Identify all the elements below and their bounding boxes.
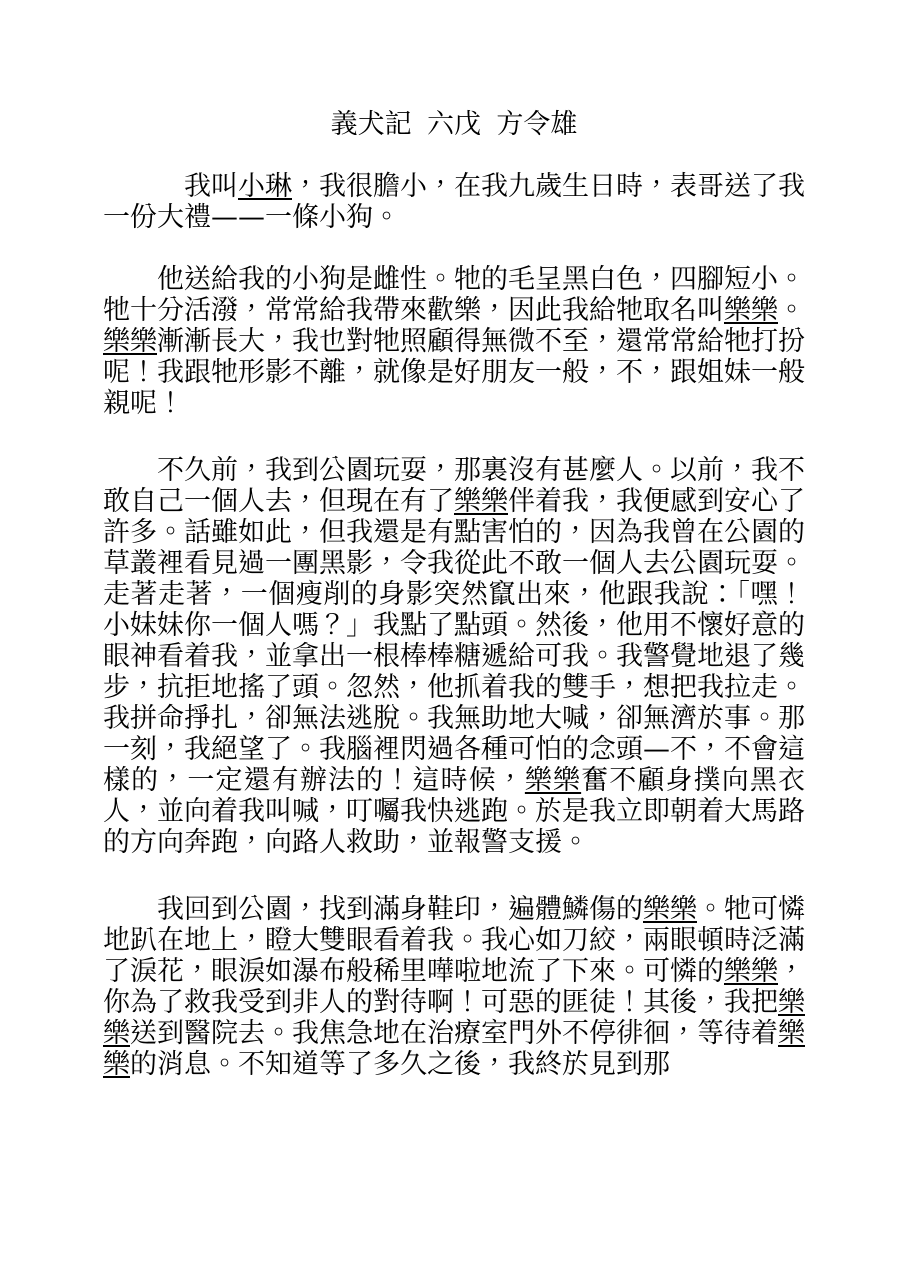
text-run: 。牠可憐地趴在地上，瞪大雙眼看着我。我心如刀絞，兩眼頓時泛滿了淚花，眼淚如瀑布般稀里嘩啦地流了下來。可憐的 [103,894,805,987]
paragraph [103,455,805,858]
text-run: 的消息。不知道等了多久之後，我終於見到那 [130,1049,670,1080]
underlined-name: 樂樂 [454,486,508,517]
paragraph [103,264,805,419]
text-run: 不久前，我到公園玩耍，那裏沒有甚麼人。以前，我不敢自己一個人去，但現在有了 [103,455,805,517]
document-body [103,171,805,1080]
underlined-name: 樂樂 [524,765,582,796]
underlined-name: 樂樂 [103,1018,805,1080]
text-run: 。 [778,295,805,326]
text-run: 他送給我的小狗是雌性。牠的毛呈黑白色，四腳短小。牠十分活潑，常常給我帶來歡樂，因此我給牠取名叫 [103,264,805,326]
paragraph [103,171,805,233]
underlined-name: 樂樂 [643,894,697,925]
underlined-name: 小琳 [238,171,292,202]
text-run: 我叫 [184,171,238,202]
text-run: ，我很膽小，在我九歲生日時，表哥送了我一份大禮——一條小狗。 [103,171,805,233]
text-run: 漸漸長大，我也對牠照顧得無微不至，還常常給牠打扮呢！我跟牠形影不離，就像是好朋友一般，不，跟姐妹一般親呢！ [103,326,805,419]
document-title: 義犬記 六戊 方令雄 [330,109,578,140]
paragraph [103,894,805,1080]
text-run: 伴着我，我便感到安心了許多。話雖如此，但我還是有點害怕的，因為我曾在公園的草叢裡看見過一團黑影，令我從此不敢一個人去公園玩耍。走著走著，一個瘦削的身影突然竄出來，他跟我說：「嘿！小妹妹你一個人嗎？」我點了點頭。然後，他用不懷好意的眼神看着我，並拿出一根棒棒糖遞給可我。我警覺地退了幾步，抗拒地搖了頭。忽然，他抓着我的雙手，想把我拉走。我拼命掙扎，卻無法逃脫。我無助地大喊，卻無濟於事。那一刻，我絕望了。我腦裡閃過各種可怕的念頭—不，不會這樣的，一定還有辦法的！這時候， [103,486,805,796]
underlined-name: 樂樂 [103,987,805,1049]
document-content [103,109,805,1080]
text-run: 奮不顧身撲向黑衣人，並向着我叫喊，叮囑我快逃跑。於是我立即朝着大馬路的方向奔跑，向路人救助，並報警支援。 [103,765,805,858]
text-run: 送到醫院去。我焦急地在治療室門外不停徘徊，等待着 [130,1018,778,1049]
underlined-name: 樂樂 [103,326,157,357]
underlined-name: 樂樂 [724,295,778,326]
underlined-name: 樂樂 [724,956,778,987]
text-run: 我回到公園，找到滿身鞋印，遍體鱗傷的 [157,894,643,925]
text-run: ，你為了救我受到非人的對待啊！可惡的匪徒！其後，我把 [103,956,805,1018]
